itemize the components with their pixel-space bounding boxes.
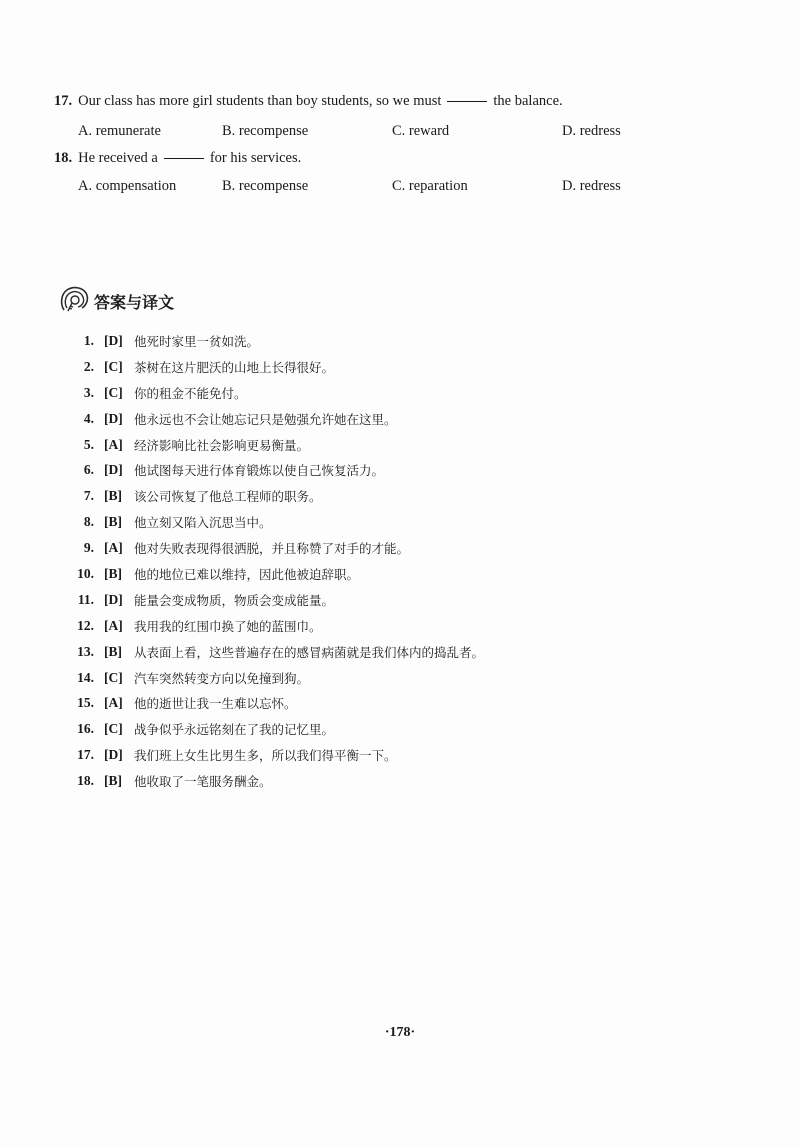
answer-number: 14. <box>77 669 94 685</box>
list-item <box>64 716 484 742</box>
answer-key: [B] <box>104 565 122 581</box>
list-item <box>64 639 484 665</box>
answer-number: 5. <box>83 436 94 452</box>
option-d: D. redress <box>562 178 621 194</box>
answer-translation: 你的租金不能免付。 <box>134 385 247 401</box>
answer-translation: 从表面上看，这些普遍存在的感冒病菌就是我们体内的捣乱者。 <box>134 644 485 660</box>
list-item <box>64 613 484 639</box>
list-item <box>64 665 484 691</box>
list-item <box>64 406 484 432</box>
list-item <box>64 432 484 458</box>
answer-number: 6. <box>83 462 94 478</box>
answer-number: 3. <box>83 384 94 400</box>
answer-number: 11. <box>77 591 94 607</box>
answer-key: [C] <box>104 358 123 374</box>
answer-number: 7. <box>83 488 94 504</box>
answer-list <box>64 328 484 794</box>
answer-number: 17. <box>77 747 94 763</box>
answer-key: [A] <box>104 540 123 556</box>
list-item <box>64 768 484 794</box>
answer-key: [B] <box>104 514 122 530</box>
answers-title: 答案与译文 <box>94 293 175 312</box>
answer-translation: 汽车突然转变方向以免撞到狗。 <box>134 670 310 686</box>
answer-key: [C] <box>104 384 123 400</box>
answer-translation: 我用我的红围巾换了她的蓝围巾。 <box>134 618 322 634</box>
list-item <box>64 561 484 587</box>
question-stem-before: Our class has more girl students than boy students, so we must <box>78 93 442 109</box>
answer-key: [D] <box>104 591 123 607</box>
answer-translation: 茶树在这片肥沃的山地上长得很好。 <box>134 359 335 375</box>
answer-number: 8. <box>83 514 94 530</box>
answer-number: 18. <box>77 773 94 789</box>
answer-translation: 战争似乎永远铭刻在了我的记忆里。 <box>134 722 335 738</box>
question-number: 18. <box>54 150 73 166</box>
page-number: ·178· <box>384 1025 416 1040</box>
answer-key: [B] <box>104 488 122 504</box>
answer-translation: 他立刻又陷入沉思当中。 <box>134 515 272 531</box>
answer-key: [B] <box>104 773 122 789</box>
question-stem-after: the balance. <box>493 93 563 109</box>
list-item <box>64 380 484 406</box>
list-item <box>64 483 484 509</box>
option-b: B. recompense <box>222 178 309 194</box>
list-item <box>64 457 484 483</box>
answer-translation: 他收取了一笔服务酬金。 <box>134 774 272 790</box>
answer-number: 1. <box>83 332 94 348</box>
answer-number: 12. <box>77 617 94 633</box>
list-item <box>64 509 484 535</box>
option-c: C. reward <box>392 123 450 139</box>
answer-key: [A] <box>104 436 123 452</box>
question-stem-after: for his services. <box>209 150 302 166</box>
question-stem-before: He received a <box>78 150 158 166</box>
answer-number: 10. <box>77 565 94 581</box>
question-17 <box>54 93 563 110</box>
list-item <box>64 535 484 561</box>
question-number: 17. <box>54 93 73 109</box>
answer-translation: 他试图每天进行体育锻炼以使自己恢复活力。 <box>134 463 385 479</box>
answer-blank <box>164 158 204 159</box>
answers-header <box>58 284 174 319</box>
list-item <box>64 690 484 716</box>
answer-number: 15. <box>77 695 94 711</box>
option-c: C. reparation <box>392 178 468 194</box>
option-b: B. recompense <box>222 123 309 139</box>
answer-key: [A] <box>104 695 123 711</box>
option-d: D. redress <box>562 123 621 139</box>
answer-number: 13. <box>77 643 94 659</box>
answer-key: [D] <box>104 410 123 426</box>
answer-number: 9. <box>83 540 94 556</box>
answer-key: [A] <box>104 617 123 633</box>
answer-key: [C] <box>104 669 123 685</box>
answer-number: 2. <box>83 358 94 374</box>
answer-translation: 他的地位已难以维持，因此他被迫辞职。 <box>134 566 360 582</box>
list-item <box>64 354 484 380</box>
answer-translation: 他的逝世让我一生难以忘怀。 <box>134 696 297 712</box>
option-a: A. compensation <box>78 178 177 194</box>
answer-blank <box>447 101 487 102</box>
answer-key: [C] <box>104 721 123 737</box>
answer-translation: 他对失败表现得很洒脱，并且称赞了对手的才能。 <box>134 541 410 557</box>
answer-number: 4. <box>83 410 94 426</box>
question-18 <box>54 150 301 167</box>
answer-translation: 能量会变成物质，物质会变成能量。 <box>134 592 335 608</box>
key-icon <box>58 284 90 319</box>
answer-translation: 他死时家里一贫如洗。 <box>134 333 260 349</box>
answer-number: 16. <box>77 721 94 737</box>
answer-key: [D] <box>104 747 123 763</box>
answer-key: [D] <box>104 462 123 478</box>
list-item <box>64 742 484 768</box>
answer-key: [D] <box>104 332 123 348</box>
answer-translation: 经济影响比社会影响更易衡量。 <box>134 437 310 453</box>
answer-translation: 我们班上女生比男生多，所以我们得平衡一下。 <box>134 748 397 764</box>
answer-translation: 该公司恢复了他总工程师的职务。 <box>134 489 322 505</box>
list-item <box>64 587 484 613</box>
answer-key: [B] <box>104 643 122 659</box>
option-a: A. remunerate <box>78 123 161 139</box>
list-item <box>64 328 484 354</box>
answer-translation: 他永远也不会让她忘记只是勉强允许她在这里。 <box>134 411 397 427</box>
